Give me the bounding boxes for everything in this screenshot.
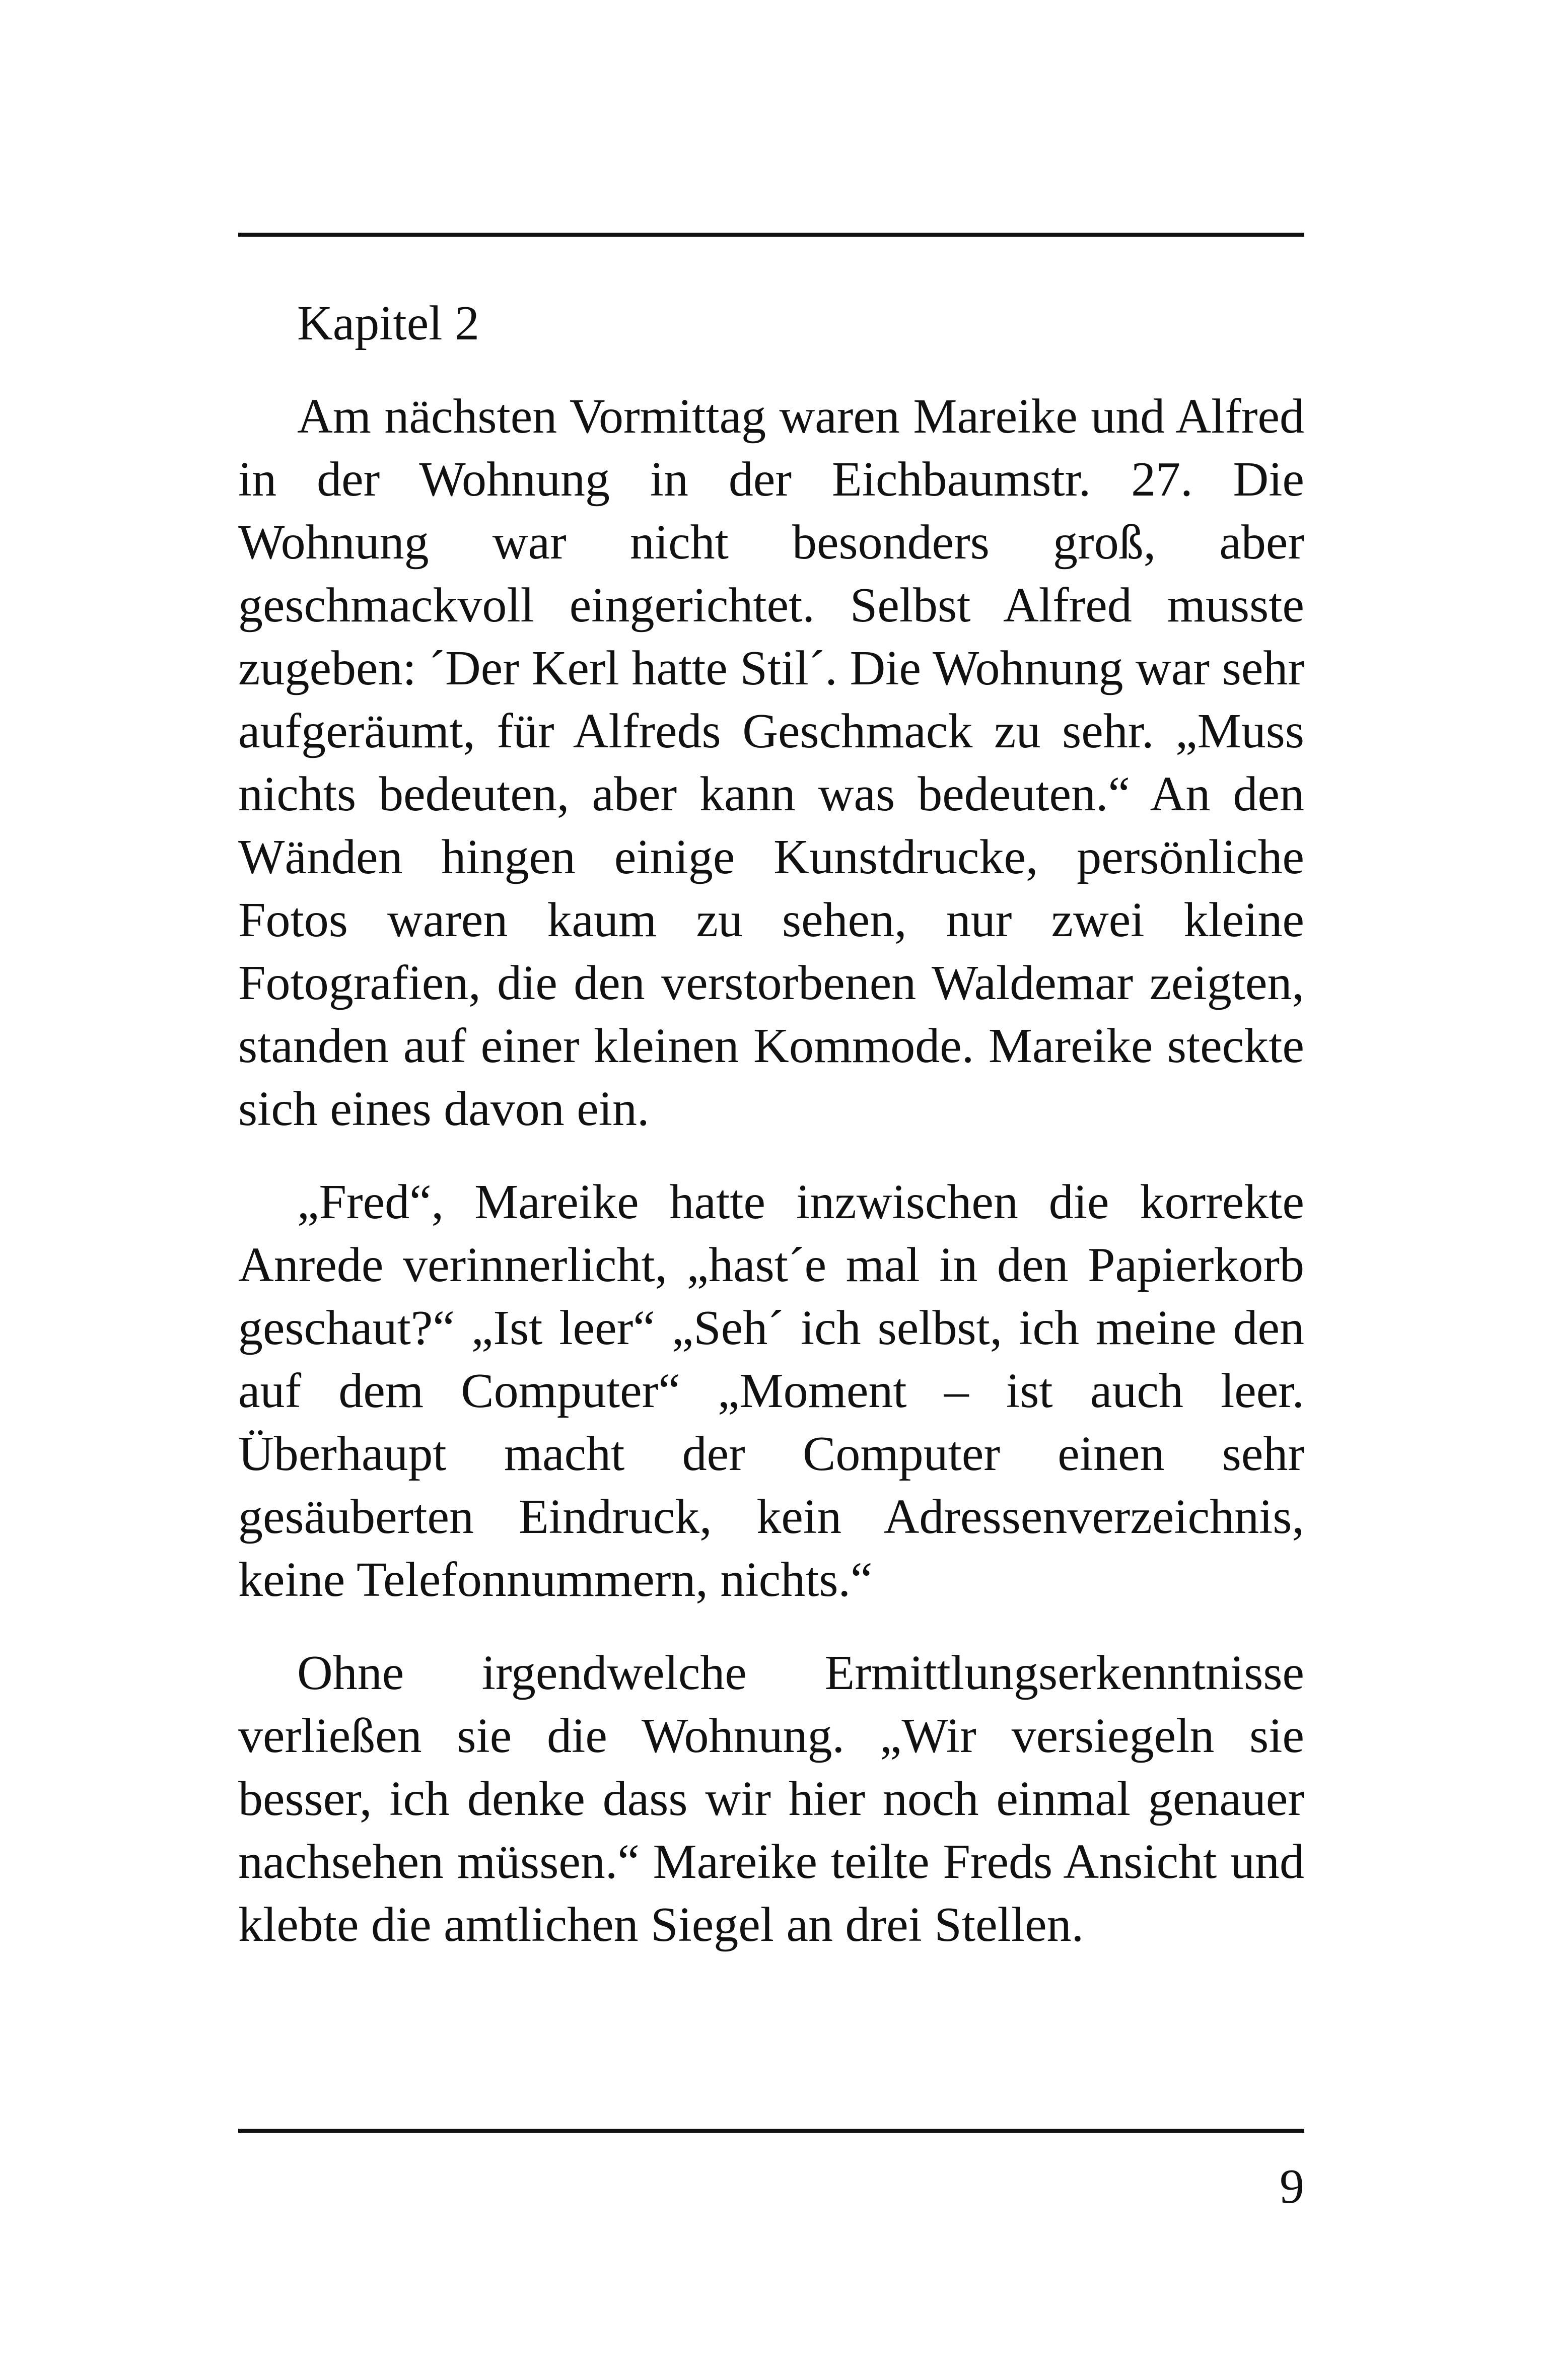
paragraph-3: Ohne irgendwelche Ermittlungserkenntnisse verließen sie die Wohnung. „Wir versiegeln sie besser, ich denke dass wir hier noch einmal genauer nachsehen müssen.“ Mareike teilte Freds Ansicht und klebte die amtlichen Siegel an drei Stellen. bbox=[238, 1646, 1304, 1952]
header-rule bbox=[238, 233, 1304, 237]
paragraph-2: „Fred“, Mareike hatte inzwischen die korrekte Anrede verinnerlicht, „hast´e mal in den Papierkorb geschaut?“ „Ist leer“ „Seh´ ich selbst, ich meine den auf dem Computer“ „Moment – ist auch leer. Überhaupt macht der Computer einen sehr gesäuberten Eindruck, kein Adressenverzeichnis, keine Telefonnummern, nichts.“ bbox=[238, 1175, 1304, 1607]
paragraph-1: Am nächsten Vormittag waren Mareike und Alfred in der Wohnung in der Eichbaumstr. 27. Die Wohnung war nicht besonders groß, aber geschmackvoll eingerichtet. Selbst Alfred musste zugeben: ´Der Kerl hatte Stil´. Die Wohnung war sehr aufgeräumt, für Alfreds Geschmack zu sehr. „Muss nichts bedeuten, aber kann was bedeuten.“ An den Wänden hingen einige Kunstdrucke, persönliche Fotos waren kaum zu sehen, nur zwei kleine Fotografien, die den verstorbenen Waldemar zeigten, standen auf einer kleinen Kommode. Mareike steckte sich eines davon ein. bbox=[238, 389, 1304, 1136]
page-body bbox=[238, 292, 1304, 1987]
page-number: 9 bbox=[1280, 2159, 1304, 2214]
footer-rule bbox=[238, 2129, 1304, 2133]
chapter-title: Kapitel 2 bbox=[297, 296, 479, 351]
